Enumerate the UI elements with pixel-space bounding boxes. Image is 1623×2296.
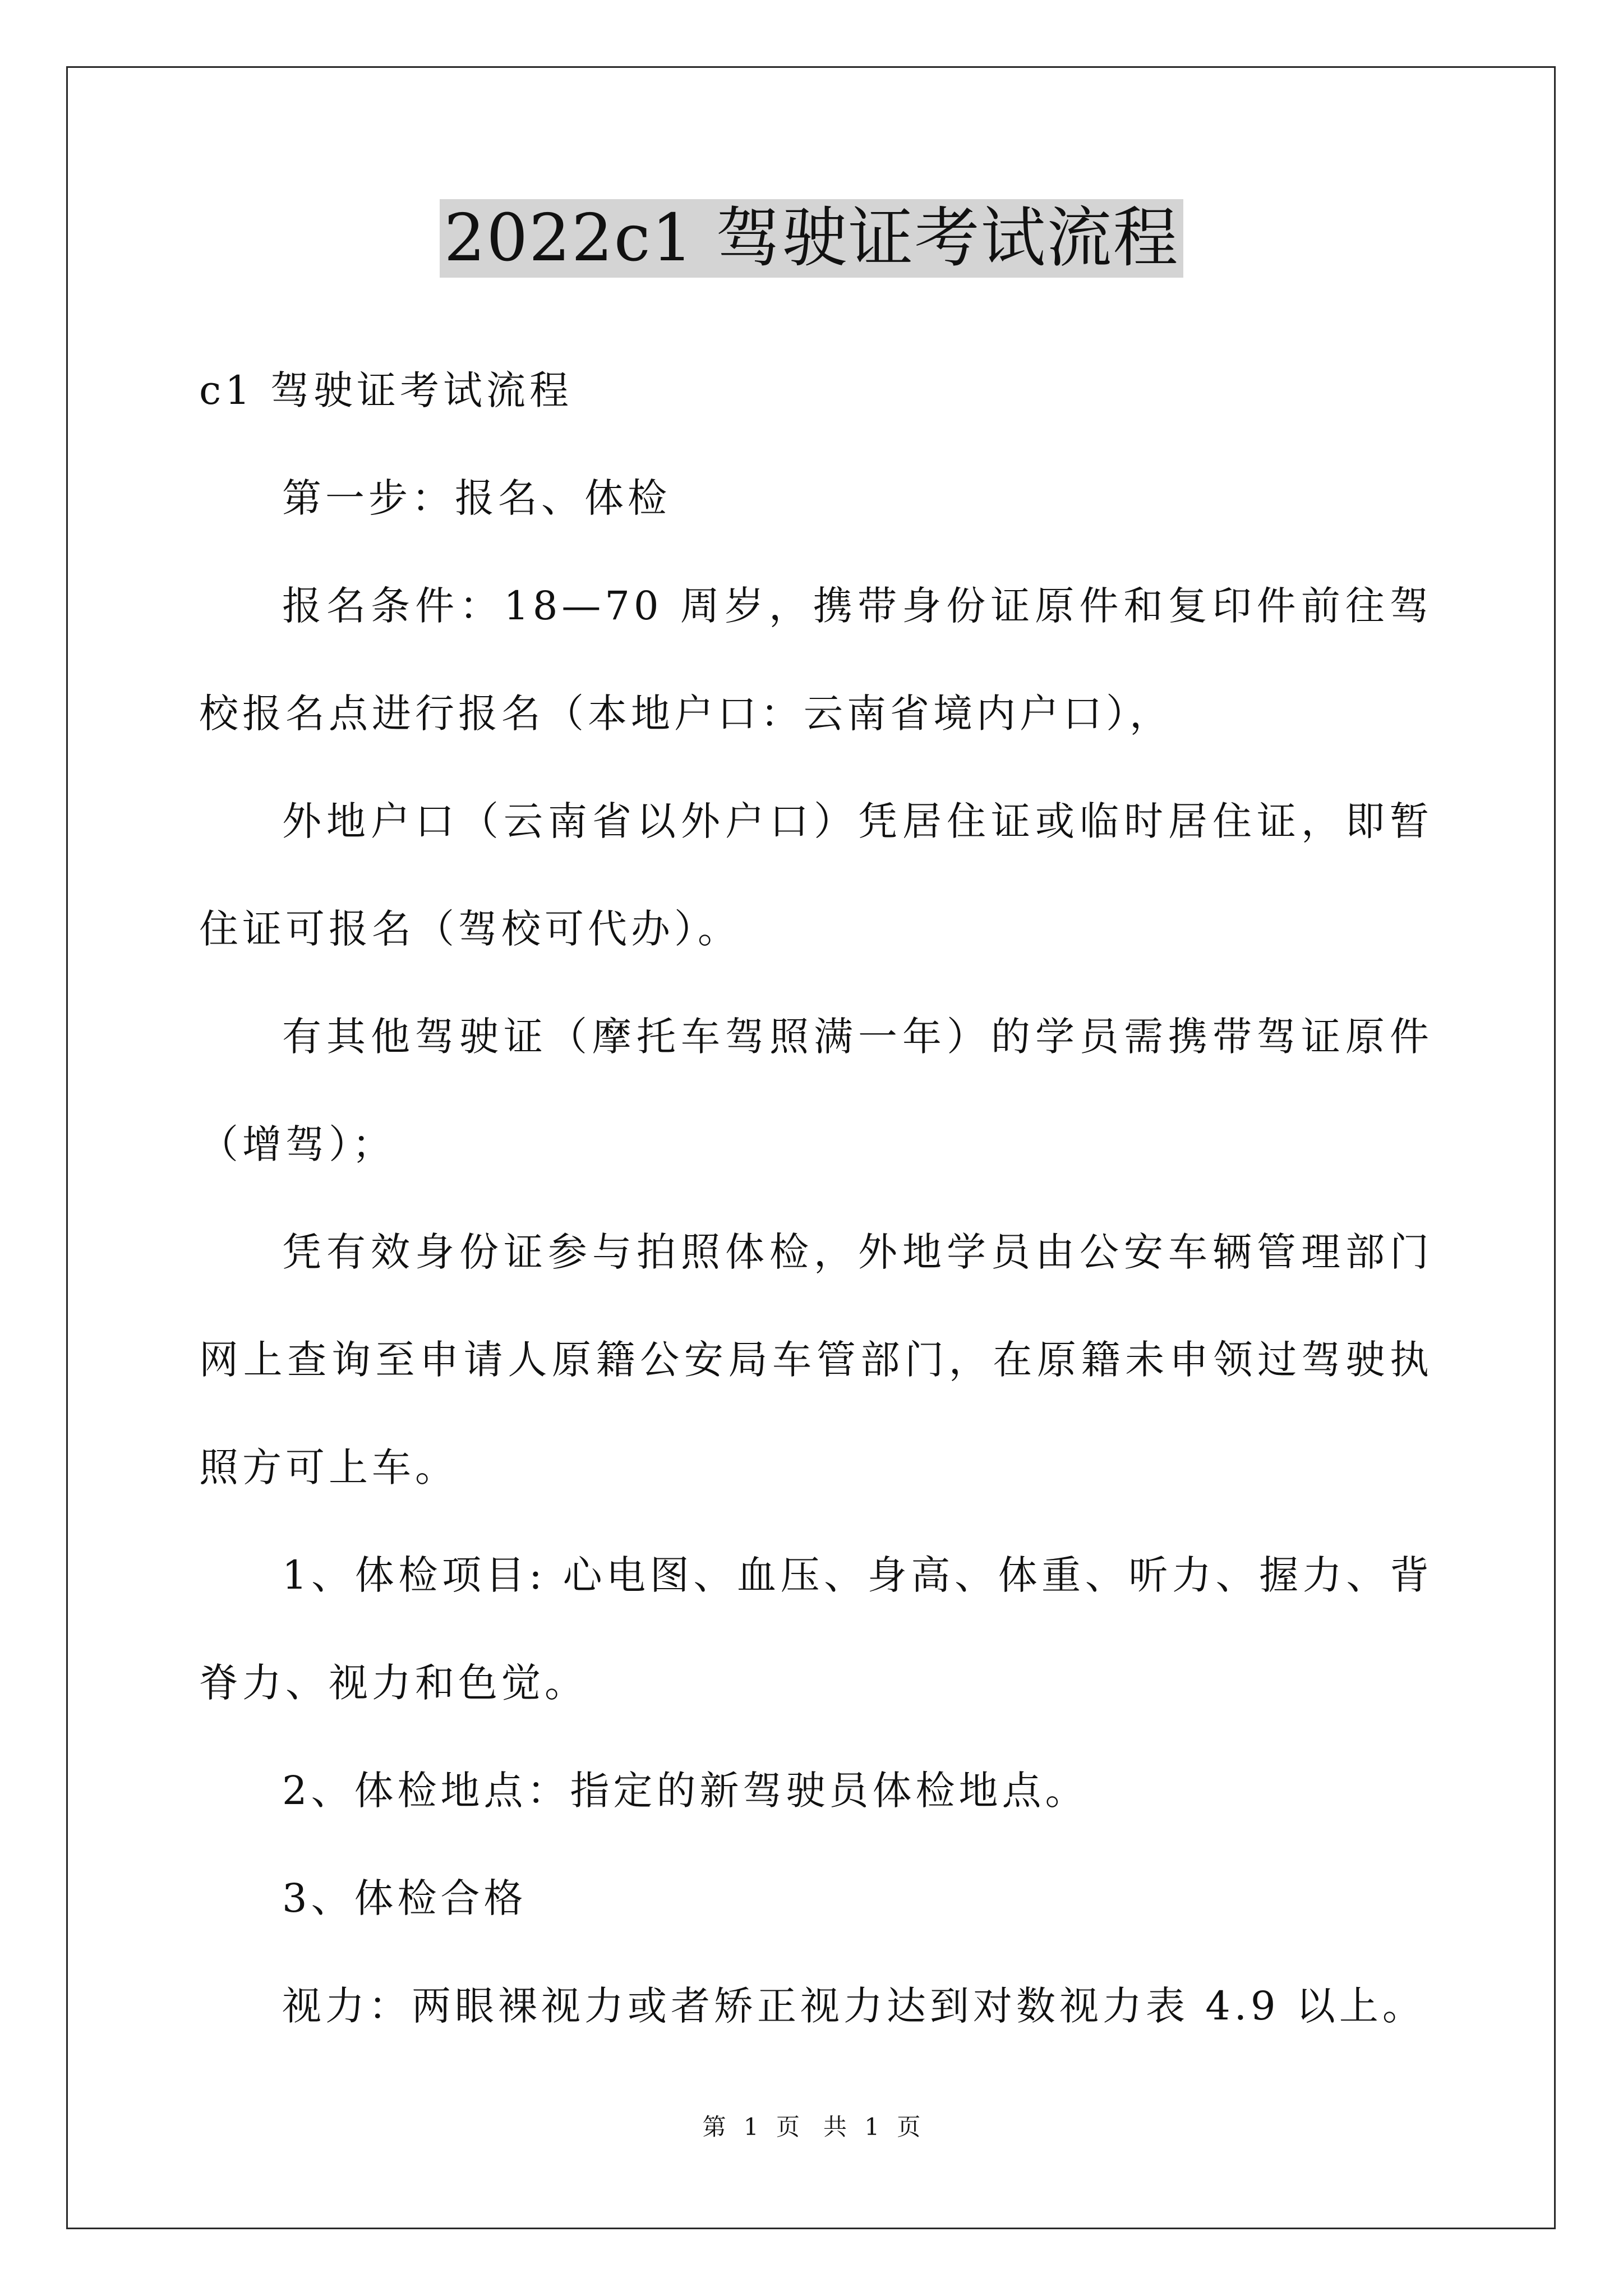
- paragraph-non-local-residents: 外地户口（云南省以外户口）凭居住证或临时居住证，即暂住证可报名（驾校可代办）。: [199, 798, 1433, 952]
- paragraph-exam-pass: 3、体检合格: [282, 1875, 527, 1921]
- paragraph-registration-conditions: 报名条件：18—70 周岁，携带身份证原件和复印件前往驾校报名点进行报名（本地户口：云南省境内户口），: [199, 583, 1433, 737]
- document-title: [0, 199, 1623, 278]
- paragraph-vision-requirement: 视力：两眼裸视力或者矫正视力达到对数视力表 4.9 以上。: [282, 1983, 1426, 2029]
- document-body: [199, 337, 1433, 2060]
- paragraph-id-photo-exam: 凭有效身份证参与拍照体检，外地学员由公安车辆管理部门网上查询至申请人原籍公安局车管部门，在原籍未申领过驾驶执照方可上车。: [199, 1229, 1433, 1490]
- paragraph-exam-items: 1、体检项目: 心电图、血压、身高、体重、听力、握力、背脊力、视力和色觉。: [199, 1552, 1433, 1706]
- paragraph-existing-license: 有其他驾驶证（摩托车驾照满一年）的学员需携带驾证原件（增驾）；: [199, 1014, 1433, 1167]
- paragraph-exam-location: 2、体检地点：指定的新驾驶员体检地点。: [282, 1768, 1089, 1814]
- paragraph-step-one: 第一步：报名、体检: [282, 475, 671, 521]
- paragraph-subtitle: c1 驾驶证考试流程: [199, 367, 573, 413]
- page-footer: 第 1 页 共 1 页: [702, 2113, 921, 2141]
- document-title-text: 2022c1 驾驶证考试流程: [440, 199, 1184, 278]
